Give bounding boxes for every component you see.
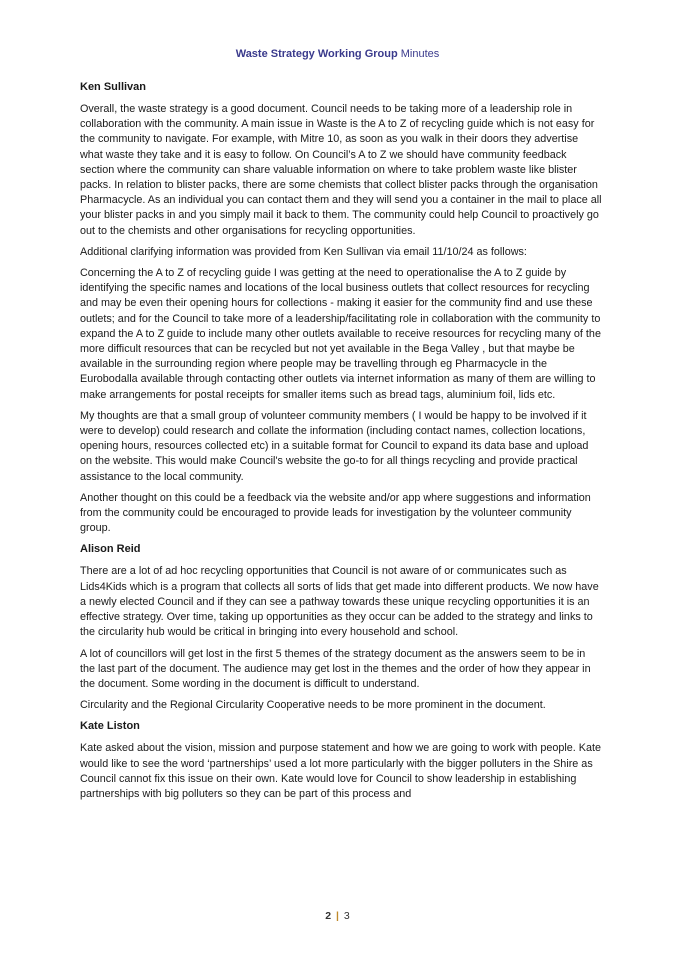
page-number	[0, 910, 675, 922]
minutes-body	[80, 80, 602, 808]
paragraph: There are a lot of ad hoc recycling opportunities that Council is not aware of or communicates such as Lids4Kids which is a program that collects all sorts of lids that get made into different products. We now have a newly elected Council and if they can see a pathway towards these unique recycling opportunities it is an effective strategy. Over time, taking up opportunities as they occur can be added to the strategy and links to the circularity hub would be critical in bringing into every household and school.	[80, 565, 599, 639]
page-header	[0, 48, 675, 60]
paragraph: Overall, the waste strategy is a good document. Council needs to be taking more of a leadership role in collaboration with the community. A main issue in Waste is the A to Z of recycling guide which is not easy for the community to navigate. For example, with Mitre 10, as soon as you walk in their doors they advertise what waste they take and it is easy to follow. On Council’s A to Z we should have community feedback section where the community can share valuable information on where to take problem waste like blister packs. In relation to blister packs, there are some chemists that collect blister packs through the organisation Pharmacycle. As an individual you can contact them and they will send you a container in the mail to place all your blister packs in and you simply mail it back to them. The community could help Council to proactively go out to the chemists and other organisations for recycling opportunities.	[80, 103, 602, 237]
paragraph: Another thought on this could be a feedback via the website and/or app where suggestions and information from the community could be encouraged to provide leads for investigation by the volunteer community group.	[80, 491, 591, 535]
current-page: 2	[325, 910, 332, 922]
speaker-heading: Kate Liston	[80, 720, 140, 733]
paragraph: Concerning the A to Z of recycling guide I was getting at the need to operationalise the A to Z guide by identifying the specific names and locations of the local business outlets that collect resources for recycling and may be even their opening hours for collections - making it easier for the community find and use these outlets; and for the Council to take more of a leadership/facilitating role in collaboration with the community to expand the A to Z guide to include many other outlets available to receive resources for recycling many of the more difficult resources that can be recycled but not yet available in the Bega Valley , but that maybe be available in the surrounding region where people may be travelling through eg Pharmacycle in the Eurobodalla available through contacting other outlets via internet information as many of them are willing to make arrangements for postal receipts for smaller items such as bread tags, aluminium foil, lids etc.	[80, 267, 601, 401]
paragraph: Kate asked about the vision, mission and purpose statement and how we are going to work with people. Kate would like to see the word ‘partnerships’ used a lot more particularly with the bigger polluters in the Shire as Council cannot fix this issue on their own. Kate would love for Council to show leadership in establishing partnerships with big polluters so they can be part of this process and	[80, 742, 601, 800]
page-separator: |	[336, 910, 339, 922]
speaker-heading: Alison Reid	[80, 543, 141, 556]
paragraph: My thoughts are that a small group of volunteer community members ( I would be happy to be involved if it were to develop) could research and collate the information (including contact names, collection locations, opening hours, resources collected etc) in a suitable format for Council to expand its data base and upload on the website. This would make Council's website the go-to for all things recycling and provide practical assistance to the local community.	[80, 409, 589, 483]
paragraph: Additional clarifying information was provided from Ken Sullivan via email 11/10/24 as follows:	[80, 245, 527, 258]
paragraph: Circularity and the Regional Circularity Cooperative needs to be more prominent in the document.	[80, 699, 546, 712]
total-pages: 3	[343, 910, 350, 922]
paragraph: A lot of councillors will get lost in the first 5 themes of the strategy document as the answers seem to be in the last part of the document. The audience may get lost in the themes and the order of how they appear in the document. Some wording in the document is difficult to understand.	[80, 647, 591, 690]
speaker-heading: Ken Sullivan	[80, 81, 147, 93]
header-title: Waste Strategy Working Group	[235, 48, 398, 60]
header-subtitle: Minutes	[400, 48, 440, 60]
